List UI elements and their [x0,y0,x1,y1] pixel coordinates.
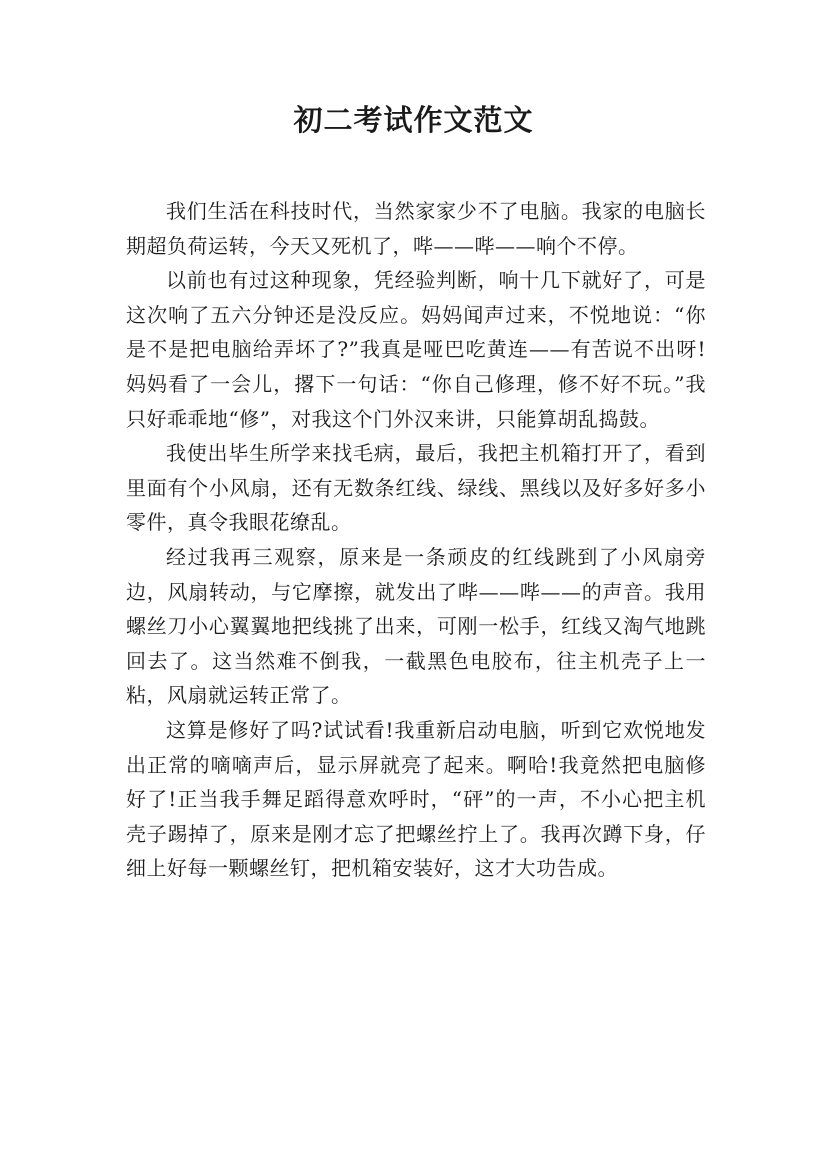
essay-paragraph: 这算是修好了吗?试试看!我重新启动电脑，听到它欢悦地发出正常的嘀嘀声后，显示屏就亮了起来。啊哈!我竟然把电脑修好了!正当我手舞足蹈得意欢呼时，“砰”的一声，不小心把主机壳子踢掉了，原来是刚才忘了把螺丝拧上了。我再次蹲下身，仔细上好每一颗螺丝钉，把机箱安装好，这才大功告成。 [126,717,706,881]
essay-paragraph: 经过我再三观察，原来是一条顽皮的红线跳到了小风扇旁边，风扇转动，与它摩擦，就发出了哔——哔——的声音。我用螺丝刀小心翼翼地把线挑了出来，可刚一松手，红线又淘气地跳回去了。这当然难不倒我，一截黑色电胶布，往主机壳子上一粘，风扇就运转正常了。 [126,544,706,708]
essay-paragraph: 以前也有过这种现象，凭经验判断，响十几下就好了，可是这次响了五六分钟还是没反应。妈妈闻声过来，不悦地说：“你是不是把电脑给弄坏了?”我真是哑巴吃黄连——有苦说不出呀!妈妈看了一会儿，撂下一句话：“你自己修理，修不好不玩。”我只好乖乖地“修”，对我这个门外汉来讲，只能算胡乱捣鼓。 [126,268,706,431]
document-title: 初二考试作文范文 [293,103,534,137]
essay-paragraph: 我们生活在科技时代，当然家家少不了电脑。我家的电脑长期超负荷运转，今天又死机了，哔——哔——响个不停。 [126,199,706,258]
essay-body [126,194,706,886]
essay-paragraph: 我使出毕生所学来找毛病，最后，我把主机箱打开了，看到里面有个小风扇，还有无数条红线、绿线、黑线以及好多好多小零件，真令我眼花缭乱。 [126,441,706,535]
